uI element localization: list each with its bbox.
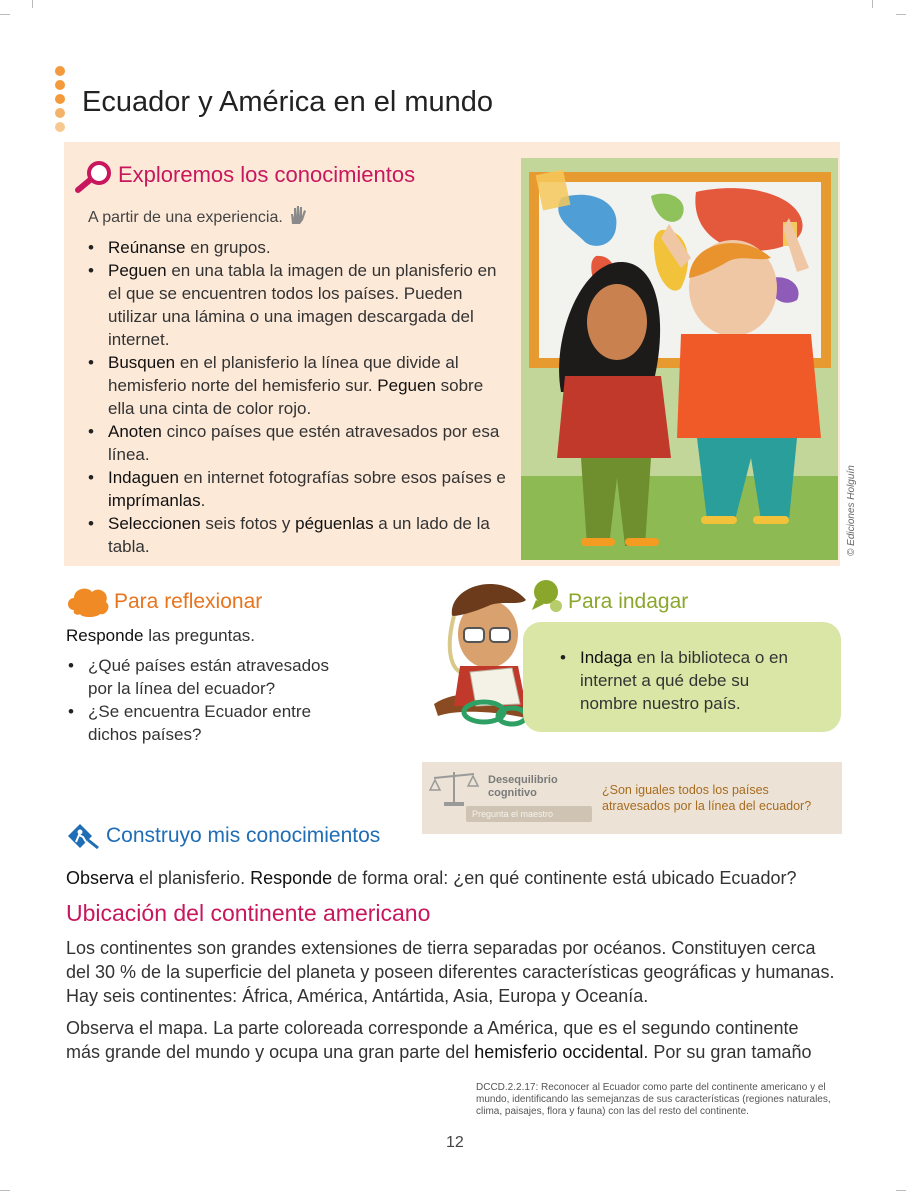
list-item: • Reúnanse en grupos. — [86, 236, 508, 259]
reflexionar-intro: Responde las preguntas. — [66, 626, 256, 645]
explore-list — [86, 236, 508, 558]
speech-bubble-icon — [530, 578, 566, 612]
construyo-instruction: Observa el planisferio. Responde de forma oral: ¿en qué continente está ubicado Ecuador? — [66, 868, 797, 888]
magnifier-icon — [74, 160, 114, 194]
page-title: Ecuador y América en el mundo — [82, 86, 494, 118]
crop-mark — [896, 1190, 906, 1191]
crop-mark — [0, 14, 10, 15]
explore-subtitle: A partir de una experiencia. — [88, 204, 309, 227]
ubicacion-paragraph-2: Observa el mapa. La parte coloreada corresponde a América, que es el segundo continente más grande del mundo y ocupa una gran parte del hemisferio occidental. Por su gran tamaño — [66, 1018, 812, 1062]
list-item: • Indaguen en internet fotografías sobre esos países e imprímanlas. — [86, 466, 508, 512]
curriculum-footnote: DCCD.2.2.17: Reconocer al Ecuador como parte del continente americano y el mundo, identificando las semejanzas de sus características (regiones naturales, clima, paisajes, flora y fauna) con las del resto del continente. — [476, 1082, 831, 1117]
list-item: • Seleccionen seis fotos y péguenlas a un lado de la tabla. — [86, 512, 508, 558]
desequilibrio-question: ¿Son iguales todos los países atravesados por la línea del ecuador? — [602, 783, 812, 813]
list-item: • Anoten cinco países que estén atravesados por esa línea. — [86, 420, 508, 466]
title-dots-decoration — [55, 66, 65, 136]
list-item: • Indaga en la biblioteca o en internet a qué debe su nombre nuestro país. — [558, 646, 798, 715]
children-map-illustration — [521, 158, 838, 560]
thought-cloud-icon — [66, 584, 110, 618]
image-credit: © Ediciones Holguín — [846, 465, 857, 556]
reflexionar-list — [66, 654, 356, 746]
page-number: 12 — [446, 1134, 464, 1151]
list-item: • Peguen en una tabla la imagen de un planisferio en el que se encuentren todos los países. Pueden utilizar una lámina o una imagen descargada del internet. — [86, 259, 508, 351]
construyo-heading: Construyo mis conocimientos — [106, 824, 381, 847]
crop-mark — [872, 0, 873, 8]
list-item: • ¿Qué países están atravesados por la línea del ecuador? — [66, 654, 356, 700]
balance-scale-icon — [428, 768, 480, 808]
indagar-heading: Para indagar — [568, 590, 689, 613]
indagar-list — [558, 646, 798, 715]
hand-icon — [287, 204, 309, 226]
list-item: • ¿Se encuentra Ecuador entre dichos países? — [66, 700, 356, 746]
crop-mark — [896, 14, 906, 15]
construction-worker-icon — [66, 822, 100, 850]
ubicacion-heading: Ubicación del continente americano — [66, 900, 431, 926]
list-item: • Busquen en el planisferio la línea que divide al hemisferio norte del hemisferio sur. Peguen sobre ella una cinta de color rojo. — [86, 351, 508, 420]
crop-mark — [32, 0, 33, 8]
reflexionar-heading: Para reflexionar — [114, 590, 263, 613]
explore-heading: Exploremos los conocimientos — [118, 162, 416, 187]
pregunta-maestro-tag: Pregunta el maestro — [466, 806, 592, 822]
crop-mark — [0, 1190, 10, 1191]
desequilibrio-label: Desequilibrio cognitivo — [488, 774, 558, 799]
ubicacion-paragraph-1: Los continentes son grandes extensiones de tierra separadas por océanos. Constituyen cerca del 30 % de la superficie del planeta y poseen diferentes características geográficas y humanas. Hay seis continentes: África, América, Antártida, Asia, Europa y Oceanía. — [66, 938, 835, 1006]
